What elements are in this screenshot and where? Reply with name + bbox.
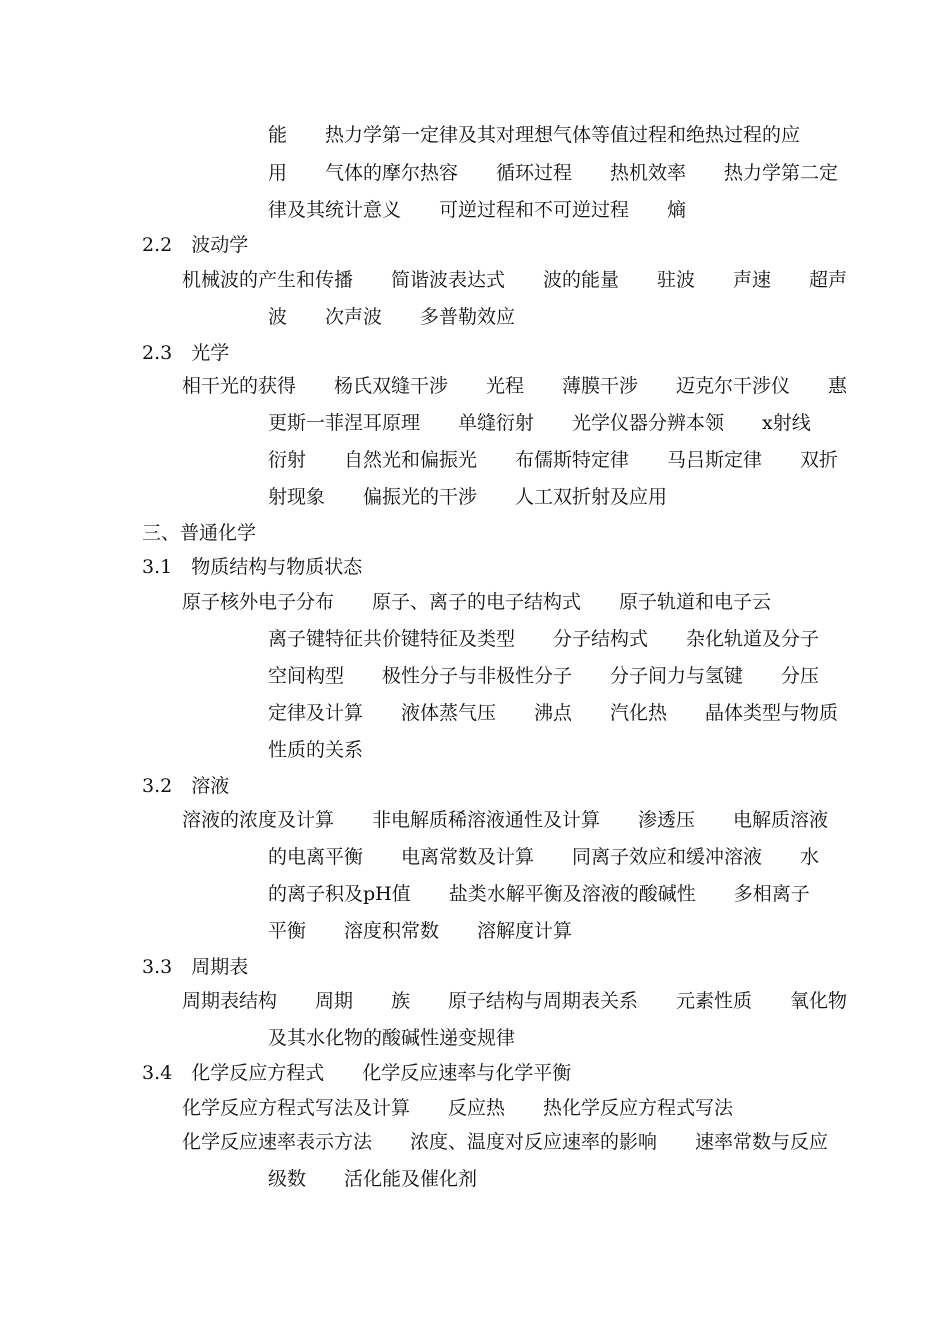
text-line: 的离子积及pH值 盐类水解平衡及溶液的酸碱性 多相离子 — [268, 883, 810, 905]
text-line: 波 次声波 多普勒效应 — [268, 306, 516, 328]
text-line: 机械波的产生和传播 简谐波表达式 波的能量 驻波 声速 超声 — [182, 269, 848, 291]
text-line: 周期表结构 周期 族 原子结构与周期表关系 元素性质 氧化物 — [182, 990, 848, 1012]
text-line: 射现象 偏振光的干涉 人工双折射及应用 — [268, 486, 668, 508]
text-line: 溶液的浓度及计算 非电解质稀溶液通性及计算 渗透压 电解质溶液 — [182, 809, 829, 831]
chapter-heading: 三、普通化学 — [142, 522, 257, 544]
text-line: 律及其统计意义 可逆过程和不可逆过程 熵 — [268, 199, 687, 221]
section-heading: 3.1 物质结构与物质状态 — [142, 556, 363, 578]
text-line: 级数 活化能及催化剂 — [268, 1168, 478, 1190]
section-heading: 2.2 波动学 — [142, 234, 249, 256]
text-line: 平衡 溶度积常数 溶解度计算 — [268, 920, 573, 942]
text-line: 衍射 自然光和偏振光 布儒斯特定律 马吕斯定律 双折 — [268, 449, 839, 471]
section-heading: 3.3 周期表 — [142, 956, 249, 978]
text-line: 化学反应速率表示方法 浓度、温度对反应速率的影响 速率常数与反应 — [182, 1131, 829, 1153]
section-heading: 3.4 化学反应方程式 化学反应速率与化学平衡 — [142, 1062, 572, 1084]
text-line: 更斯一菲涅耳原理 单缝衍射 光学仪器分辨本领 x射线 — [268, 412, 811, 434]
text-line: 空间构型 极性分子与非极性分子 分子间力与氢键 分压 — [268, 665, 820, 687]
text-line: 离子键特征共价键特征及类型 分子结构式 杂化轨道及分子 — [268, 628, 820, 650]
text-line: 性质的关系 — [268, 739, 364, 761]
text-line: 定律及计算 液体蒸气压 沸点 汽化热 晶体类型与物质 — [268, 702, 839, 724]
text-line: 的电离平衡 电离常数及计算 同离子效应和缓冲溶液 水 — [268, 846, 820, 868]
text-line: 相干光的获得 杨氏双缝干涉 光程 薄膜干涉 迈克尔干涉仪 惠 — [182, 375, 848, 397]
text-line: 及其水化物的酸碱性递变规律 — [268, 1027, 516, 1049]
section-heading: 2.3 光学 — [142, 342, 230, 364]
text-line: 能 热力学第一定律及其对理想气体等值过程和绝热过程的应 — [268, 124, 801, 146]
section-heading: 3.2 溶液 — [142, 775, 230, 797]
text-line: 原子核外电子分布 原子、离子的电子结构式 原子轨道和电子云 — [182, 591, 772, 613]
text-line: 用 气体的摩尔热容 循环过程 热机效率 热力学第二定 — [268, 162, 839, 184]
text-line: 化学反应方程式写法及计算 反应热 热化学反应方程式写法 — [182, 1097, 734, 1119]
